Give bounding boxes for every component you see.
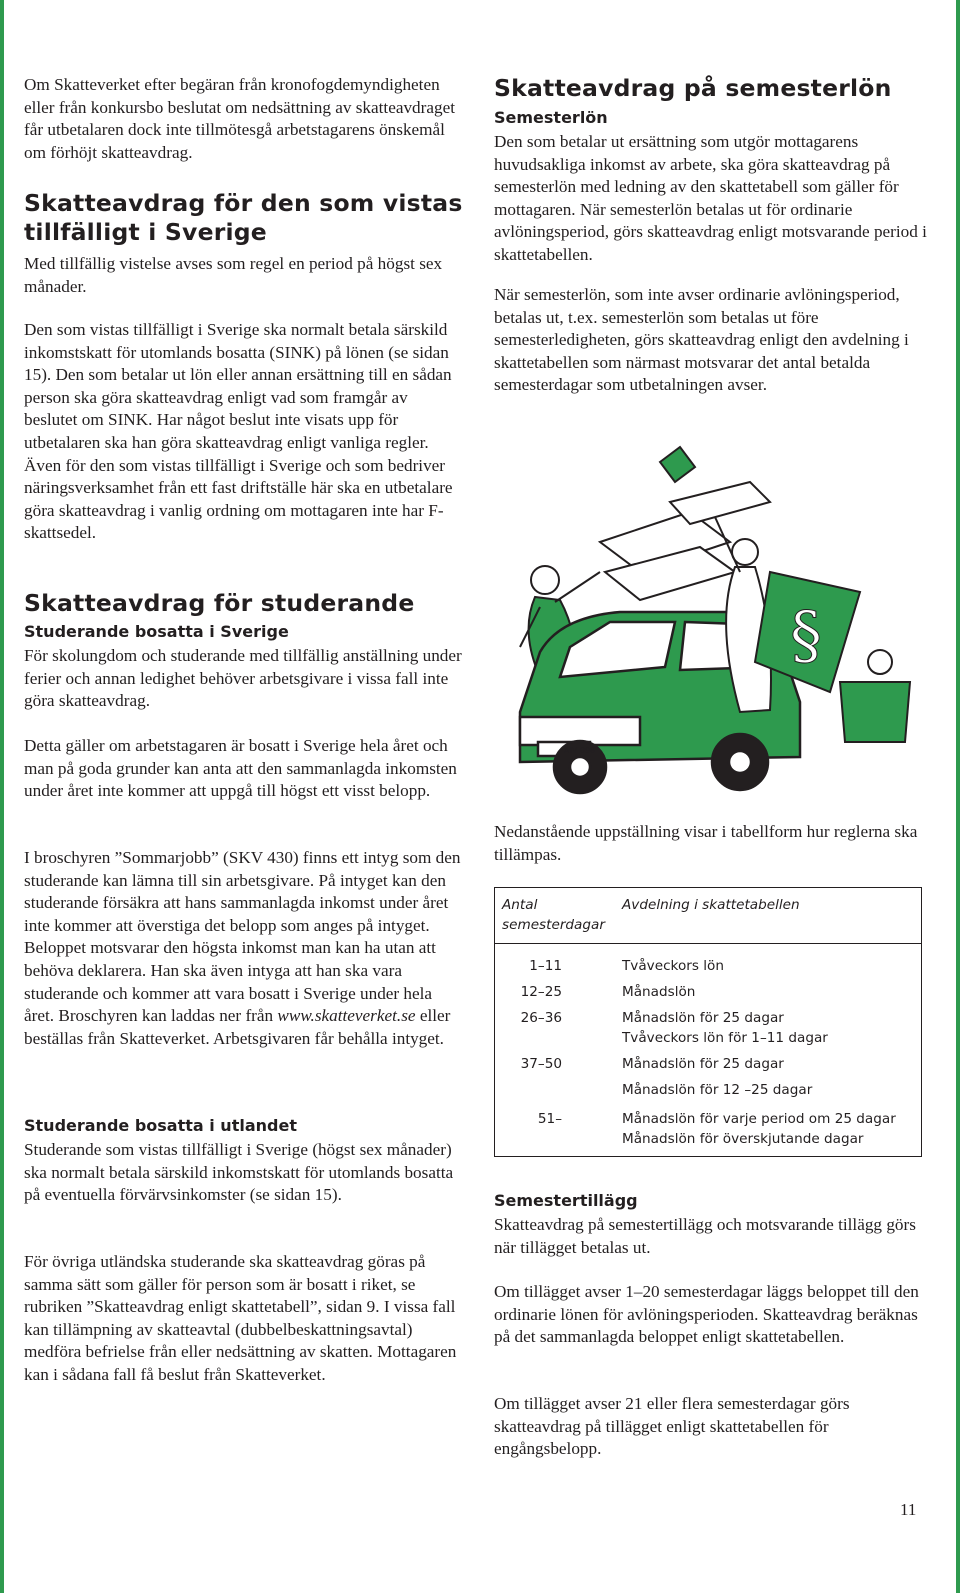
heading-semesterlon: Skatteavdrag på semesterlön: [494, 74, 892, 102]
paragraph-table-intro: Nedanstående uppställning visar i tabellform hur reglerna ska tillämpas.: [494, 822, 918, 864]
table-row: [494, 1051, 922, 1103]
green-margin-bar-right: [956, 0, 960, 1593]
header-antal: [494, 887, 614, 944]
skatteverket-link[interactable]: www.skatteverket.se: [277, 1006, 416, 1026]
heading-studerande: Skatteavdrag för studerande: [24, 589, 415, 617]
paragraph-semestertillagg-3: Om tillägget avser 21 eller flera semesterdagar görs skatteavdrag på tillägget enligt skattetabellen för engångsbelopp.: [494, 1394, 850, 1459]
intro-paragraph: Om Skatteverket efter begäran från kronofogdemyndigheten eller från konkursbo beslutat om nedsättning av skatteavdraget får utbetalaren dock inte tillmötesgå arbetstagarens önskemål om förhöjt skatteavdrag.: [24, 75, 455, 162]
svg-text:§: §: [790, 599, 822, 673]
row-days: 51–: [537, 1111, 562, 1127]
paragraph-bosatt-helaaret: Detta gäller om arbetstagaren är bosatt i Sverige hela året och man på goda grunder kan anta att den sammanlagda inkomsten under året inte kommer att uppgå till högst ett visst belopp.: [24, 736, 457, 801]
person-far-right: [840, 650, 910, 742]
paragraph-skolungdom: För skolungdom och studerande med tillfällig anställning under ferier och annan ledighet behöver arbetsgivare i vissa fall inte göra skatteavdrag.: [24, 646, 462, 711]
row-days: 26–36: [520, 1010, 562, 1026]
row-value-line1: Månadslön för 25 dagar: [622, 1056, 784, 1072]
heading-tillfalligt: Skatteavdrag för den som vistas tillfälligt i Sverige: [24, 189, 463, 246]
row-value-line2: Tvåveckors lön för 1–11 dagar: [622, 1030, 828, 1046]
paragraph-semesterlon-1: Den som betalar ut ersättning som utgör mottagarens huvudsakliga inkomst av arbete, ska göra skatteavdrag på semesterlön med ledning av den skattetabell som gäller för mottagaren. När semesterlön betalas ut för ordinarie avlöningsperiod, görs skatteavdrag enligt motsvarande period i skattetabellen.: [494, 132, 927, 264]
table-row: [494, 1103, 922, 1152]
table-row: [494, 1005, 922, 1051]
header-antal-line1: Antal: [502, 897, 538, 913]
row-value-line1: Månadslön för 25 dagar: [622, 1010, 784, 1026]
paragraph-utlandet: Studerande som vistas tillfälligt i Sverige (högst sex månader) ska normalt betala särskild inkomstskatt för utomlands bosatta på eventuella förvärvsinkomster (se sidan 15).: [24, 1140, 454, 1205]
header-avdelning: Avdelning i skattetabellen: [614, 887, 922, 944]
paragraph-semestertillagg-2: Om tillägget avser 1–20 semesterdagar läggs beloppet till den ordinarie lönen för avlöningsperioden. Skatteavdrag beräknas på det sammanlagda beloppet enligt skattetabellen.: [494, 1282, 919, 1347]
row-days: 1–11: [529, 958, 562, 974]
subheading-semestertillagg: Semestertillägg: [494, 1191, 638, 1210]
paragraph-semestertillagg-1: Skatteavdrag på semestertillägg och motsvarande tillägg görs när tillägget betalas ut.: [494, 1215, 916, 1257]
paragraph-tillfallig-vistelse: Med tillfällig vistelse avses som regel en period på högst sex månader.: [24, 254, 443, 296]
car-packing-illustration: [500, 442, 920, 812]
row-days: 12–25: [520, 984, 562, 1000]
table-row: [494, 979, 922, 1005]
row-value: [614, 1005, 922, 1051]
paragraph-semesterlon-2: När semesterlön, som inte avser ordinarie avlöningsperiod, betalas ut, t.ex. semesterlön som betalas ut före semesterledigheten, görs skatteavdrag enligt den avdelning i skattetabellen som närmast motsvarar det antal betalda semesterdagar som utbetalningen avser.: [494, 285, 909, 395]
row-value-line1: Månadslön för varje period om 25 dagar: [622, 1111, 896, 1127]
row-value: Månadslön: [622, 984, 696, 1000]
subheading-bosatta-utlandet: Studerande bosatta i utlandet: [24, 1116, 297, 1135]
sommarjobb-text-a: I broschyren ”Sommarjobb” (SKV 430) finns ett intyg som den studerande kan lämna till sin arbetsgivare. På intyget kan den studerande försäkra att hans sammanlagda inkomst under året inte kommer att överstiga det belopp som anges på intyget. Beloppet motsvarar den högsta inkomst man kan ha utan att behöva deklarera. Han ska även intyga att han ska vara studerande och kommer att vara bosatt i Sverige under hela året. Broschyren kan laddas ner från: [24, 848, 461, 1026]
row-value: [614, 1103, 922, 1152]
table-header-row: [494, 887, 922, 944]
page-number: 11: [900, 1500, 917, 1519]
row-value-line2: Månadslön för överskjutande dagar: [622, 1131, 864, 1147]
row-days: 37–50: [520, 1056, 562, 1072]
paragraph-sink: Den som vistas tillfälligt i Sverige ska normalt betala särskild inkomstskatt för utomlands bosatta (SINK) på lönen (se sidan 15). Den som betalar ut lön eller annan ersättning till en sådan person ska göra skatteavdrag enligt vad som framgår av beslutet om SINK. Har något beslut inte visats upp för utbetalaren ska han göra skatteavdrag enligt vanliga regler. Även för den som vistas tillfälligt i Sverige och som bedriver näringsverksamhet från ett fast driftställe här ska en utbetalare göra skatteavdrag i vanlig ordning om mottagaren inte har F-skattsedel.: [24, 320, 453, 543]
paragraph-ovriga-studerande: För övriga utländska studerande ska skatteavdrag göras på samma sätt som gäller för person som är bosatt i riket, se rubriken ”Skatteavdrag enligt skattetabell”, sidan 9. I vissa fall kan tillämpning av skatteavtal (dubbelbeskattningsavtal) medföra befrielse från eller nedsättning av skatten. Mottagaren kan i sådana fall få beslut från Skatteverket.: [24, 1252, 457, 1384]
paragraph-sommarjobb: [24, 847, 464, 1050]
green-margin-bar-left: [0, 0, 4, 1593]
sommarjobb-text-b: eller beställas från Skatteverket. Arbetsgivaren får behålla intyget.: [24, 1006, 451, 1048]
semester-table: [494, 887, 922, 1152]
license-plate: AIV 098: [564, 746, 596, 755]
header-antal-line2: semesterdagar: [502, 917, 605, 933]
row-value-line2: Månadslön för 12 –25 dagar: [622, 1082, 813, 1098]
subheading-semesterlon: Semesterlön: [494, 108, 608, 127]
table-row: [494, 944, 922, 980]
subheading-bosatta-sverige: Studerande bosatta i Sverige: [24, 622, 289, 641]
row-value: [614, 1051, 922, 1103]
row-value: Tvåveckors lön: [622, 958, 724, 974]
